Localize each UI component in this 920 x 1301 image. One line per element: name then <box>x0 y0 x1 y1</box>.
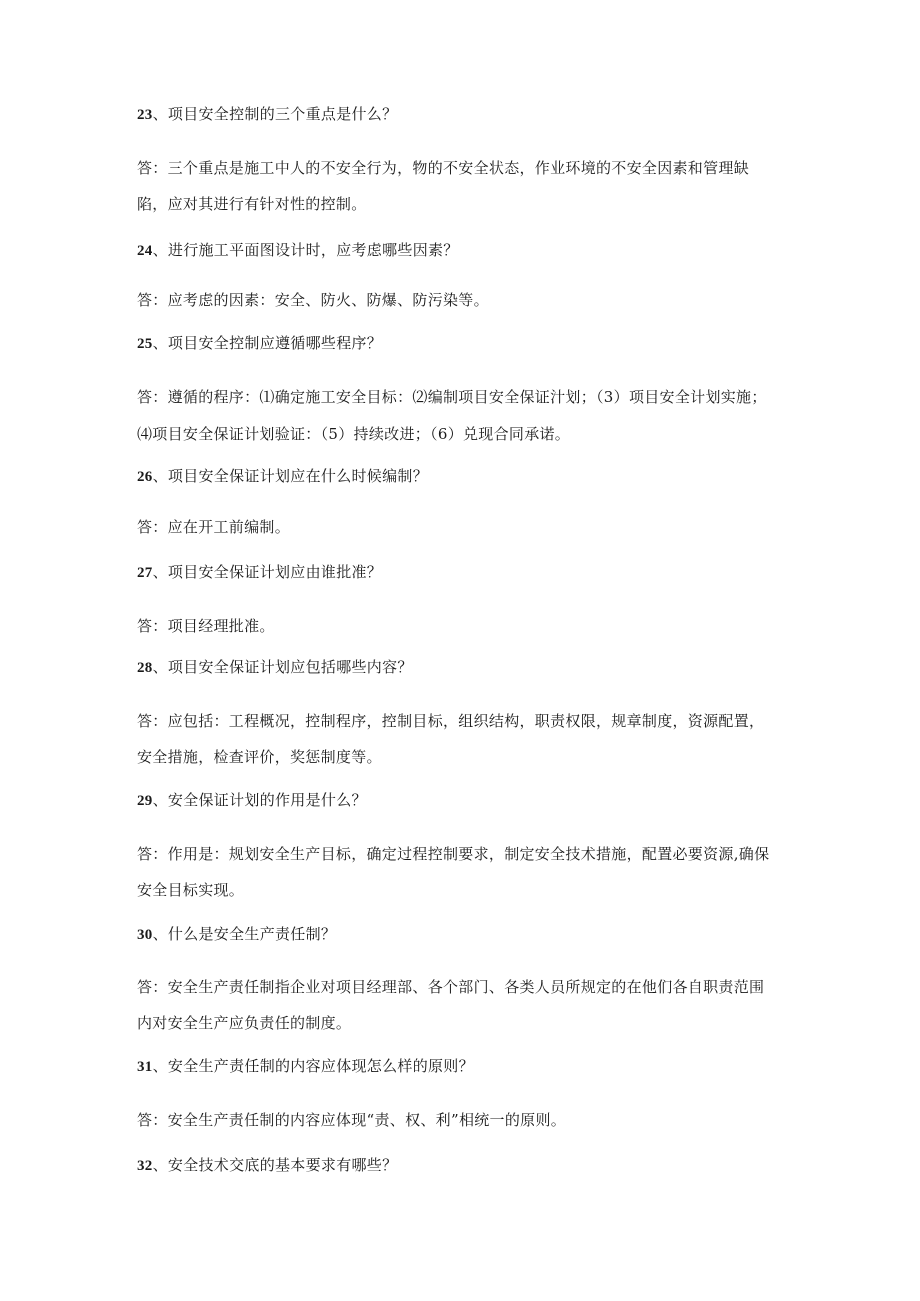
question-number: 31 <box>137 1059 153 1075</box>
question-29 <box>137 790 787 811</box>
question-number: 26 <box>137 469 153 485</box>
question-number: 28 <box>137 660 153 676</box>
question-text: 、项目安全控制应遵循哪些程序？ <box>152 334 383 352</box>
question-text: 、项目安全控制的三个重点是什么？ <box>152 105 398 123</box>
question-27 <box>137 562 787 583</box>
question-28 <box>137 657 787 678</box>
question-number: 30 <box>137 927 153 943</box>
answer-27-line-1: 答：项目经理批准。 <box>137 617 275 635</box>
answer-25-line-1: 答：遵循的程序：⑴确定施工安全目标：⑵编制项目安全保证汁划；（3）项目安全计划实施； <box>137 388 767 406</box>
answer-28-line-2: 安全措施，检查评价，奖惩制度等。 <box>137 748 382 766</box>
question-30 <box>137 924 787 945</box>
answer-28-line-1: 答：应包括：工程概况，控制程序，控制目标，组织结构，职责权限，规章制度，资源配置， <box>137 712 765 730</box>
question-text: 、安全技术交底的基本要求有哪些？ <box>152 1156 398 1174</box>
question-text: 、项目安全保证计划应在什么时候编制？ <box>152 467 429 485</box>
question-number: 27 <box>137 565 153 581</box>
question-24 <box>137 240 787 261</box>
answer-25-line-2: ⑷项目安全保证计划验证：（5）持续改进；（6）兑现合同承诺。 <box>137 425 571 443</box>
question-text: 、什么是安全生产责任制？ <box>152 925 337 943</box>
answer-23-line-2: 陷，应对其进行有针对性的控制。 <box>137 195 367 213</box>
answer-29-line-1: 答：作用是：规划安全生产目标，确定过程控制要求，制定安全技术措施，配置必要资源,确保 <box>137 845 770 863</box>
question-number: 24 <box>137 243 153 259</box>
question-text: 、安全保证计划的作用是什么？ <box>152 791 367 809</box>
question-26 <box>137 466 787 487</box>
answer-30-line-1: 答：安全生产责任制指企业对项目经理部、各个部门、各类人员所规定的在他们各自职责范围 <box>137 978 765 996</box>
answer-24-line-1: 答：应考虑的因素：安全、防火、防爆、防污染等。 <box>137 291 489 309</box>
question-text: 、项目安全保证计划应由谁批准？ <box>152 563 383 581</box>
question-number: 32 <box>137 1158 153 1174</box>
answer-30-line-2: 内对安全生产应负责任的制度。 <box>137 1014 352 1032</box>
question-text: 、进行施工平面图设计时，应考虑哪些因素？ <box>152 241 459 259</box>
question-25 <box>137 333 787 354</box>
question-23 <box>137 104 787 125</box>
question-number: 23 <box>137 107 153 123</box>
question-text: 、项目安全保证计划应包括哪些内容？ <box>152 658 413 676</box>
question-text: 、安全生产责任制的内容应体现怎么样的原则？ <box>152 1057 474 1075</box>
question-number: 25 <box>137 336 153 352</box>
question-31 <box>137 1056 787 1077</box>
answer-23-line-1: 答：三个重点是施工中人的不安全行为，物的不安全状态，作业环境的不安全因素和管理缺 <box>137 159 750 177</box>
question-number: 29 <box>137 793 153 809</box>
answer-29-line-2: 安全目标实现。 <box>137 881 245 899</box>
answer-31-line-1: 答：安全生产责任制的内容应体现“责、权、利”相统一的原则。 <box>137 1111 567 1129</box>
answer-26-line-1: 答：应在开工前编制。 <box>137 518 291 536</box>
question-32 <box>137 1155 787 1176</box>
